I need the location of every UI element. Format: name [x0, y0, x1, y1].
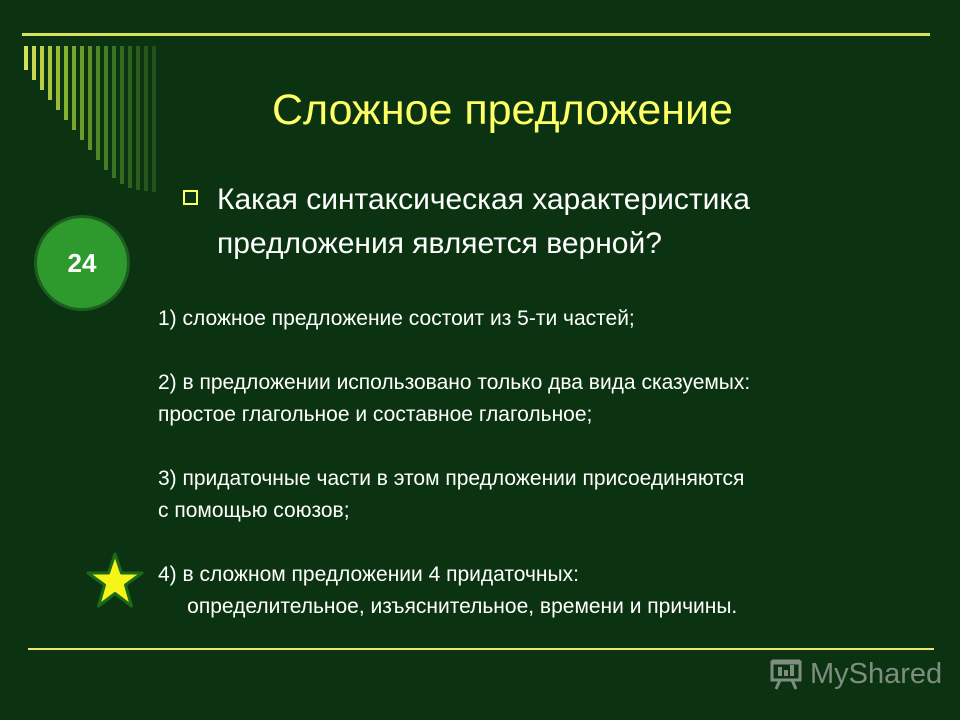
answer-option-4-continued: определительное, изъяснительное, времени и причины. — [158, 595, 738, 618]
stripe — [96, 46, 100, 160]
stripe — [64, 46, 68, 120]
stripe — [128, 46, 132, 188]
stripe — [32, 46, 36, 80]
stripe — [72, 46, 76, 130]
question-text — [217, 178, 917, 266]
slide-number-badge: 24 — [34, 215, 130, 311]
stripe — [24, 46, 28, 70]
answer-list — [158, 303, 938, 623]
star-icon — [86, 552, 144, 610]
stripe — [48, 46, 52, 100]
stripe — [120, 46, 124, 184]
answer-option-3[interactable]: 3) придаточные части в этом предложении присоединяются — [158, 467, 745, 490]
stripe — [88, 46, 92, 150]
question-line: Какая синтаксическая характеристика — [217, 183, 750, 216]
stripe — [56, 46, 60, 110]
stripe — [152, 46, 156, 192]
watermark-logo[interactable] — [768, 656, 942, 692]
slide-title: Сложное предложение — [272, 86, 733, 134]
answer-option-1[interactable]: 1) сложное предложение состоит из 5-ти частей; — [158, 307, 635, 330]
stripe — [144, 46, 148, 191]
presentation-board-icon — [768, 656, 804, 692]
question-line: предложения является верной? — [217, 227, 662, 260]
bullet-square-icon — [183, 190, 198, 205]
top-divider — [22, 33, 930, 36]
stripe — [40, 46, 44, 90]
answer-option-2[interactable]: 2) в предложении использовано только два вида сказуемых: — [158, 371, 751, 394]
answer-option-2-continued: простое глагольное и составное глагольное; — [158, 403, 593, 426]
watermark-text: MyShared — [810, 657, 943, 690]
stripe — [104, 46, 108, 170]
stripe — [80, 46, 84, 140]
stripe — [112, 46, 116, 178]
answer-option-3-continued: с помощью союзов; — [158, 499, 350, 522]
answer-option-4[interactable]: 4) в сложном предложении 4 придаточных: — [158, 563, 579, 586]
bottom-divider — [28, 648, 934, 650]
stripe — [136, 46, 140, 190]
